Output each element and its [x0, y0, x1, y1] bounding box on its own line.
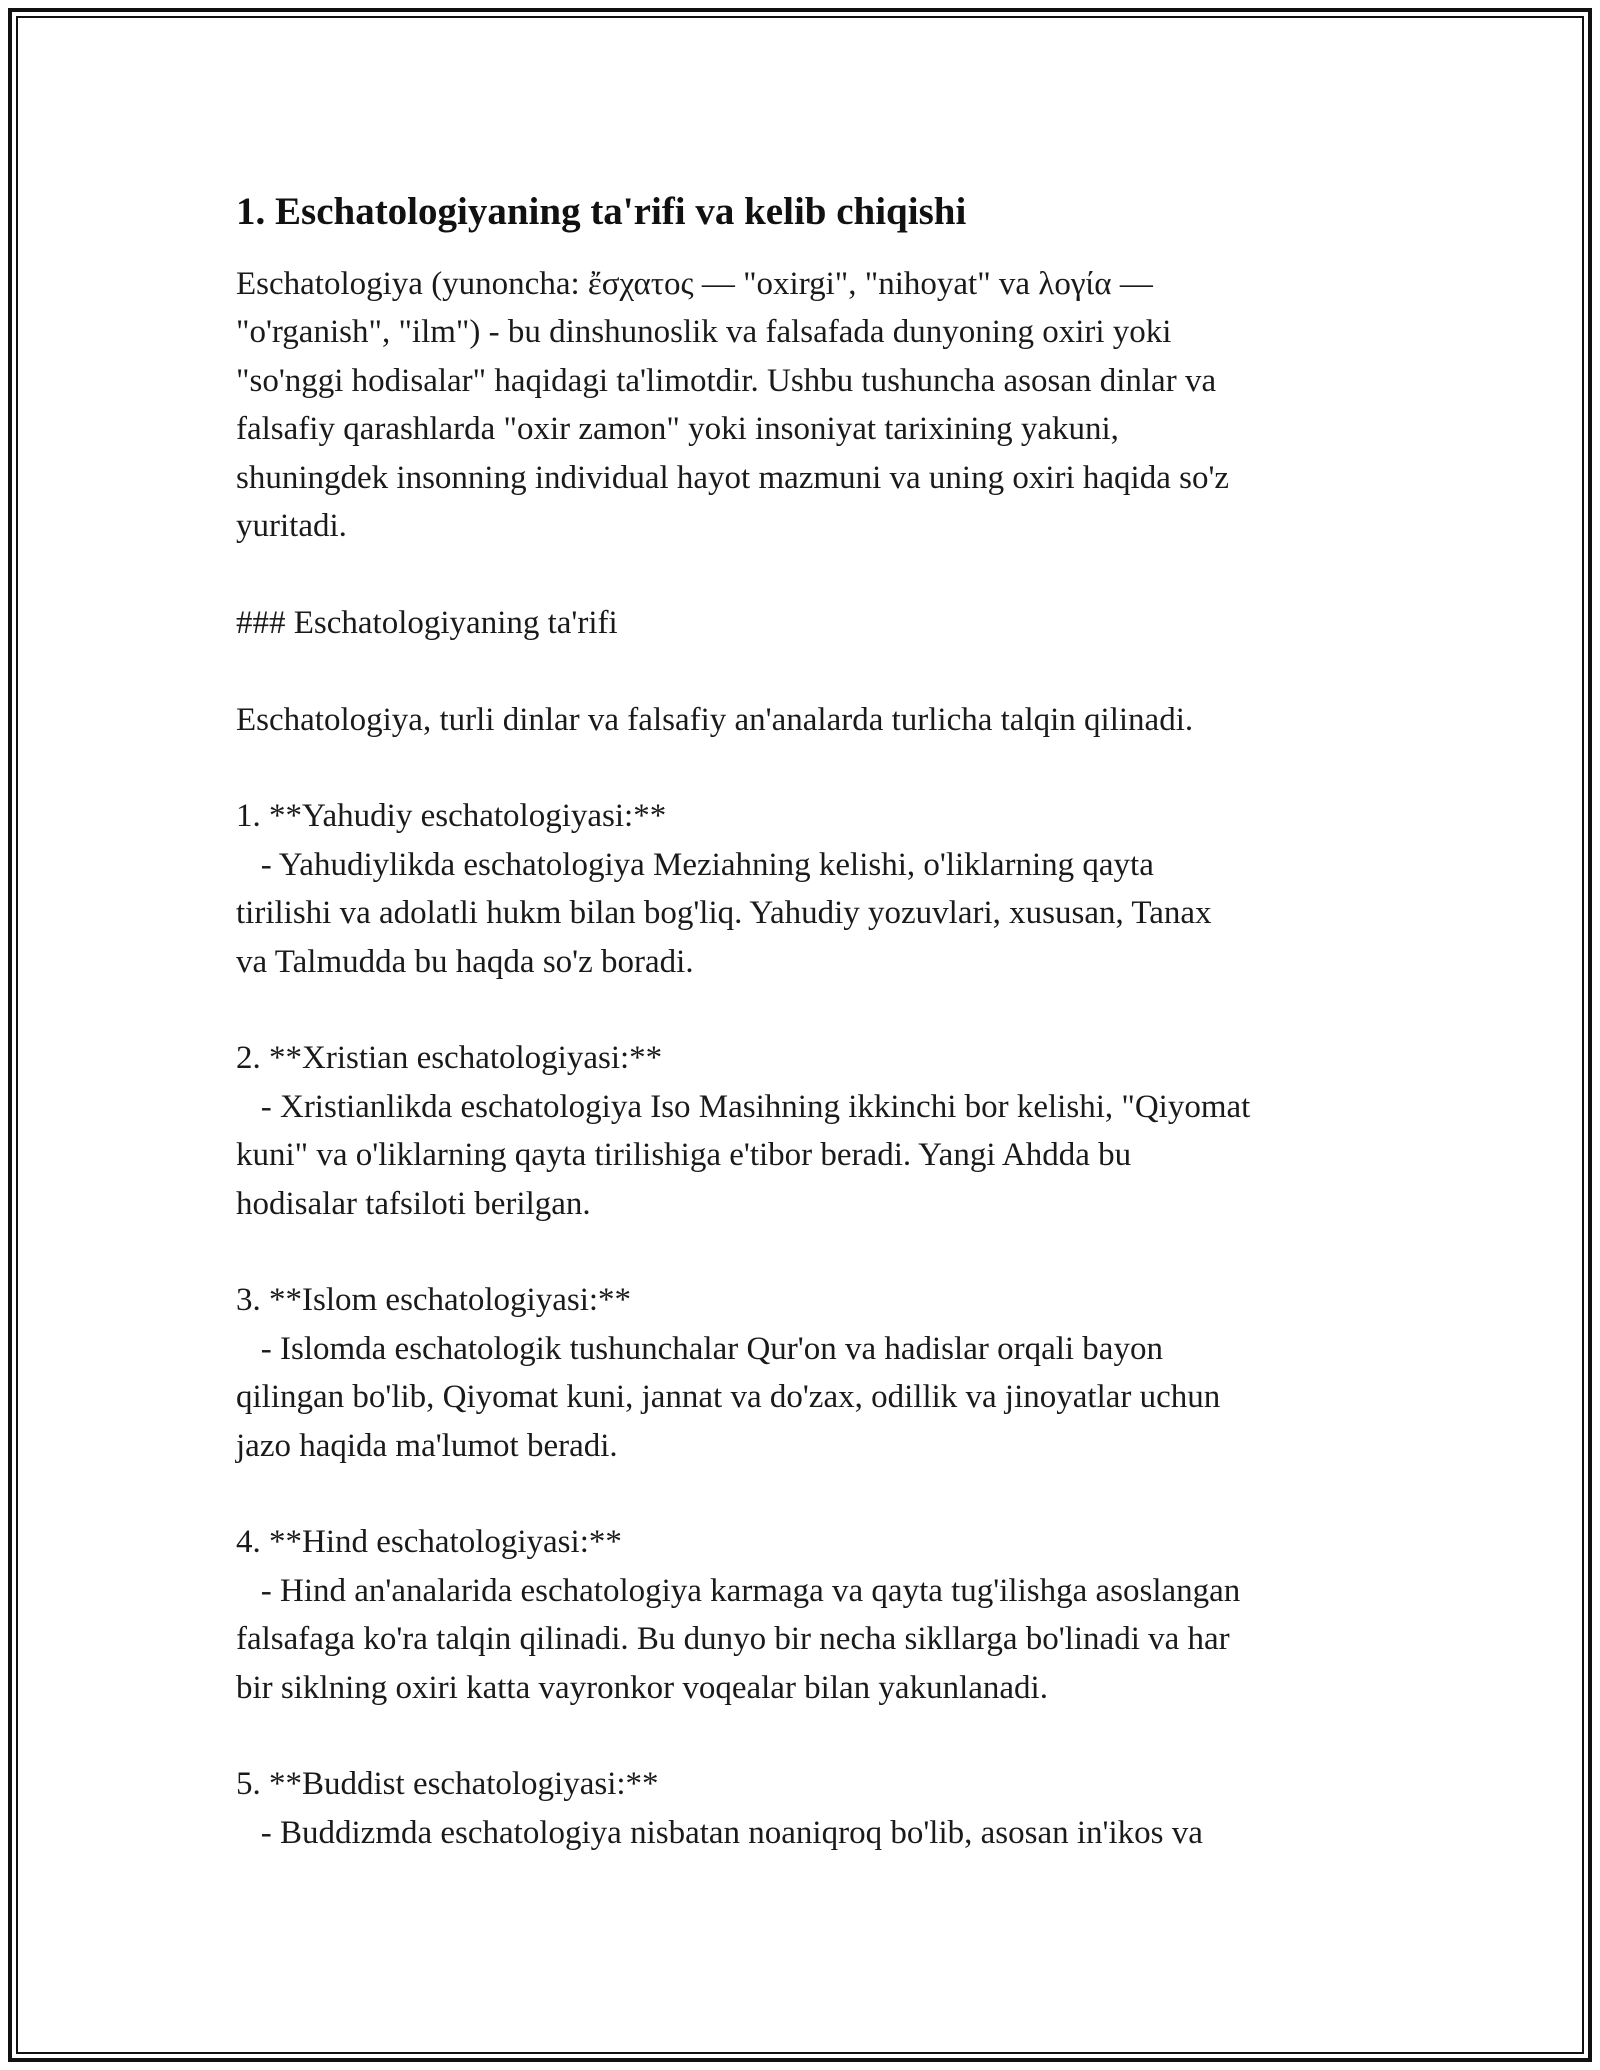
paragraph-line: shuningdek insonning individual hayot mazmuni va uning oxiri haqida so'z — [236, 459, 1230, 496]
list-item-line: hodisalar tafsiloti berilgan. — [236, 1185, 591, 1222]
list-item-title: 3. **Islom eschatologiyasi:** — [236, 1282, 632, 1319]
paragraph-line: "o'rganish", "ilm") - bu dinshunoslik va falsafada dunyoning oxiri yoki — [236, 314, 1172, 351]
spacer — [236, 550, 1366, 598]
spacer — [236, 647, 1366, 695]
list-item — [236, 1760, 1366, 1857]
list-item-line: - Buddizmda eschatologiya nisbatan noaniqroq bo'lib, asosan in'ikos va — [236, 1814, 1203, 1851]
spacer — [236, 744, 1366, 792]
list-item-line: jazo haqida ma'lumot beradi. — [236, 1427, 618, 1464]
document-body — [236, 188, 1366, 1857]
paragraph-line: Eschatologiya (yunoncha: ἔσχατος — "oxirgi", "nihoyat" va λογία — — [236, 266, 1153, 302]
list-item — [236, 792, 1366, 986]
paragraph-line: "so'nggi hodisalar" haqidagi ta'limotdir. Ushbu tushuncha asosan dinlar va — [236, 362, 1217, 399]
list-item-title: 2. **Xristian eschatologiyasi:** — [236, 1040, 663, 1077]
page-title: 1. Eschatologiyaning ta'rifi va kelib chiqishi — [236, 190, 967, 233]
list-item-line: - Islomda eschatologik tushunchalar Qur'on va hadislar orqali bayon — [236, 1330, 1163, 1367]
list-item-line: - Xristianlikda eschatologiya Iso Masihning ikkinchi bor kelishi, "Qiyomat — [236, 1088, 1251, 1125]
paragraph-line: yuritadi. — [236, 508, 347, 545]
list-item-title: 1. **Yahudiy eschatologiyasi:** — [236, 798, 667, 835]
list-item-line: bir siklning oxiri katta vayronkor voqealar bilan yakunlanadi. — [236, 1669, 1048, 1706]
spacer — [236, 1470, 1366, 1518]
list-item — [236, 1518, 1366, 1712]
list-item-line: - Hind an'analarida eschatologiya karmaga va qayta tug'ilishga asoslangan — [236, 1572, 1241, 1609]
list-item-line: falsafaga ko'ra talqin qilinadi. Bu dunyo bir necha sikllarga bo'linadi va har — [236, 1621, 1230, 1658]
list-item — [236, 1034, 1366, 1228]
spacer — [236, 1228, 1366, 1276]
list-item-line: tirilishi va adolatli hukm bilan bog'liq. Yahudiy yozuvlari, xususan, Tanax — [236, 895, 1212, 932]
list-item — [236, 1276, 1366, 1470]
list-item-line: kuni" va o'liklarning qayta tirilishiga e'tibor beradi. Yangi Ahdda bu — [236, 1137, 1132, 1174]
paragraph-line: falsafiy qarashlarda "oxir zamon" yoki insoniyat tarixining yakuni, — [236, 411, 1119, 448]
list-item-title: 5. **Buddist eschatologiyasi:** — [236, 1766, 659, 1803]
list-item-line: qilingan bo'lib, Qiyomat kuni, jannat va do'zax, odillik va jinoyatlar uchun — [236, 1379, 1221, 1416]
list-item-line: va Talmudda bu haqda so'z boradi. — [236, 943, 694, 980]
list-item-line: - Yahudiylikda eschatologiya Meziahning kelishi, o'liklarning qayta — [236, 846, 1154, 883]
summary-paragraph: Eschatologiya, turli dinlar va falsafiy an'analarda turlicha talqin qilinadi. — [236, 701, 1194, 738]
spacer — [236, 1712, 1366, 1760]
spacer — [236, 986, 1366, 1034]
list-item-title: 4. **Hind eschatologiyasi:** — [236, 1524, 622, 1561]
section-subheading: ### Eschatologiyaning ta'rifi — [236, 604, 618, 641]
intro-paragraph — [236, 260, 1366, 550]
